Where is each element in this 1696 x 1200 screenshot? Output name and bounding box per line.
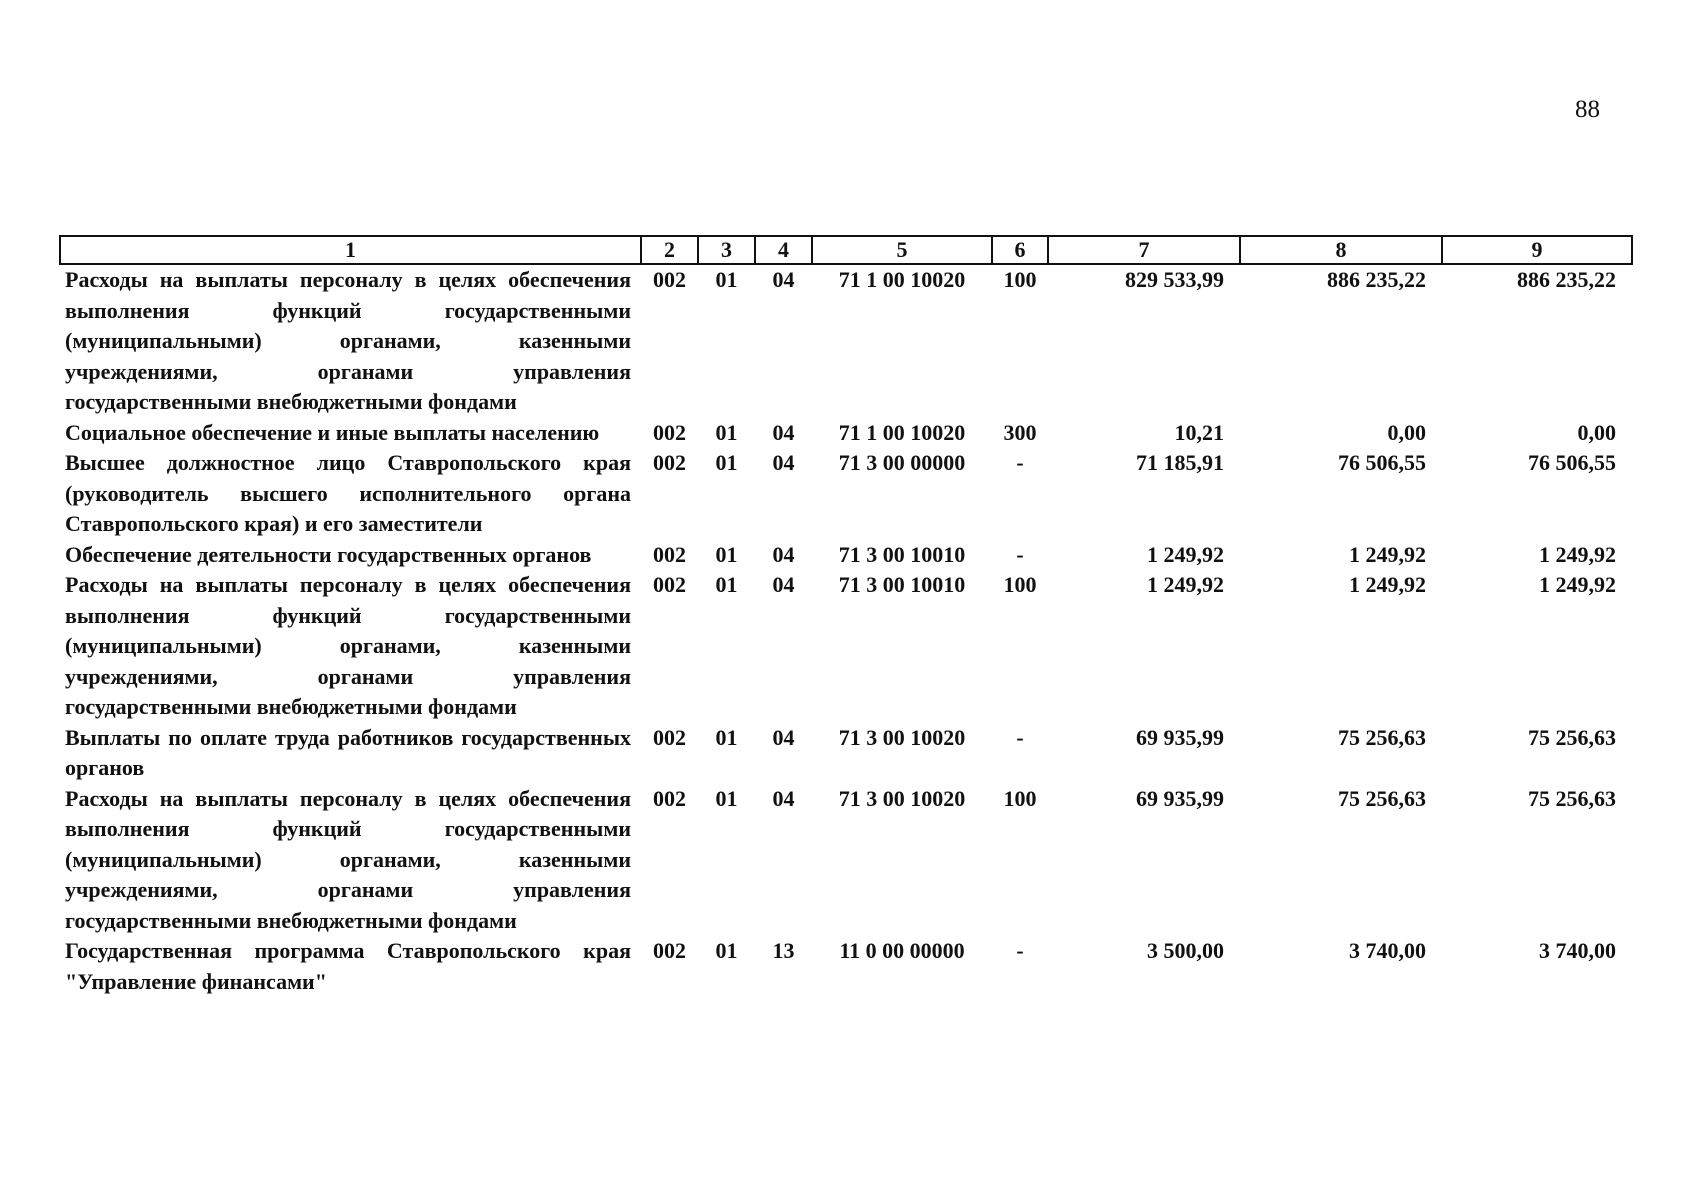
amount-col9: 75 256,63 (1528, 724, 1616, 750)
section-code: 01 (715, 267, 738, 292)
amount-col9: 886 235,22 (1517, 267, 1616, 292)
expense-name: Выплаты по оплате труда работников государственных органов (65, 724, 631, 780)
section-code: 01 (715, 785, 738, 811)
section-code: 01 (715, 450, 738, 475)
target-article-code: 71 1 00 10020 (838, 419, 966, 445)
section-code: 01 (715, 724, 738, 750)
header-cell: 1 (60, 236, 641, 264)
table-row (60, 570, 1632, 723)
amount-col7: 69 935,99 (1136, 724, 1224, 750)
amount-col7: 71 185,91 (1136, 450, 1224, 475)
table-row (60, 723, 1632, 784)
expense-name: Обеспечение деятельности государственных органов (65, 541, 592, 567)
amount-col8: 1 249,92 (1349, 572, 1426, 597)
target-article-code: 71 3 00 10020 (838, 724, 966, 750)
expense-name: Расходы на выплаты персоналу в целях обеспечения выполнения функций государственными (муниципальными) органами, казенными учреждениями, органами управления государственными внебюджетными фондами (65, 572, 631, 719)
table-header (60, 236, 1632, 264)
header-cell: 2 (641, 236, 698, 264)
expense-type-code: 100 (1003, 572, 1037, 597)
header-cell: 4 (755, 236, 812, 264)
expense-name: Высшее должностное лицо Ставропольского края (руководитель высшего исполнительного органа Ставропольского края) и его заместители (65, 450, 631, 536)
target-article-code: 71 3 00 10010 (838, 572, 966, 597)
subsection-code: 04 (772, 267, 795, 292)
amount-col9: 75 256,63 (1528, 785, 1616, 811)
target-article-code: 71 3 00 10010 (838, 541, 966, 567)
amount-col8: 1 249,92 (1349, 541, 1426, 567)
section-code: 01 (715, 541, 738, 567)
amount-col7: 829 533,99 (1125, 267, 1224, 292)
expense-type-code: - (1016, 724, 1024, 750)
expense-type-code: - (1016, 541, 1024, 567)
table-body (60, 264, 1632, 997)
expense-type-code: - (1016, 938, 1024, 963)
amount-col8: 886 235,22 (1327, 267, 1426, 292)
section-code: 01 (715, 419, 738, 445)
expense-type-code: 100 (1003, 267, 1037, 292)
header-cell: 8 (1240, 236, 1442, 264)
amount-col9: 1 249,92 (1539, 572, 1616, 597)
ministry-code: 002 (653, 785, 686, 811)
header-cell: 7 (1048, 236, 1240, 264)
target-article-code: 71 3 00 00000 (838, 450, 966, 475)
amount-col7: 10,21 (1174, 419, 1224, 445)
expense-name: Социальное обеспечение и иные выплаты населению (65, 419, 600, 445)
amount-col9: 3 740,00 (1539, 938, 1616, 963)
amount-col7: 1 249,92 (1147, 572, 1224, 597)
amount-col7: 69 935,99 (1136, 785, 1224, 811)
header-cell: 6 (992, 236, 1048, 264)
amount-col8: 75 256,63 (1338, 785, 1426, 811)
amount-col9: 76 506,55 (1528, 450, 1616, 475)
amount-col8: 3 740,00 (1349, 938, 1426, 963)
subsection-code: 04 (772, 541, 795, 567)
header-cell: 9 (1442, 236, 1632, 264)
header-cell: 5 (812, 236, 992, 264)
target-article-code: 71 1 00 10020 (838, 267, 966, 292)
expense-type-code: 100 (1003, 785, 1037, 811)
expense-type-code: 300 (1003, 419, 1037, 445)
section-code: 01 (715, 572, 738, 597)
target-article-code: 71 3 00 10020 (838, 785, 966, 811)
subsection-code: 13 (772, 938, 795, 963)
section-code: 01 (715, 938, 738, 963)
ministry-code: 002 (653, 267, 686, 292)
ministry-code: 002 (653, 724, 686, 750)
amount-col8: 0,00 (1387, 419, 1426, 445)
table-row (60, 936, 1632, 997)
table-row (60, 448, 1632, 540)
amount-col8: 75 256,63 (1338, 724, 1426, 750)
expense-name: Расходы на выплаты персоналу в целях обеспечения выполнения функций государственными (муниципальными) органами, казенными учреждениями, органами управления государственными внебюджетными фондами (65, 785, 631, 933)
header-row (60, 236, 1632, 264)
ministry-code: 002 (653, 419, 686, 445)
expense-name: Расходы на выплаты персоналу в целях обеспечения выполнения функций государственными (муниципальными) органами, казенными учреждениями, органами управления государственными внебюджетными фондами (65, 267, 631, 414)
target-article-code: 11 0 00 00000 (839, 938, 965, 963)
subsection-code: 04 (772, 419, 795, 445)
amount-col9: 1 249,92 (1539, 541, 1616, 567)
subsection-code: 04 (772, 450, 795, 475)
table-row (60, 418, 1632, 449)
ministry-code: 002 (653, 572, 686, 597)
amount-col9: 0,00 (1577, 419, 1616, 445)
amount-col8: 76 506,55 (1338, 450, 1426, 475)
amount-col7: 3 500,00 (1147, 938, 1224, 963)
table-row (60, 540, 1632, 571)
subsection-code: 04 (772, 785, 795, 811)
page-number: 88 (1575, 96, 1600, 123)
amount-col7: 1 249,92 (1147, 541, 1224, 567)
header-cell: 3 (698, 236, 755, 264)
subsection-code: 04 (772, 724, 795, 750)
table-row (60, 784, 1632, 937)
ministry-code: 002 (653, 450, 686, 475)
subsection-code: 04 (772, 572, 795, 597)
expense-name: Государственная программа Ставропольского края "Управление финансами" (65, 938, 631, 994)
expense-type-code: - (1016, 450, 1024, 475)
table-row (60, 264, 1632, 418)
ministry-code: 002 (653, 541, 686, 567)
budget-table (59, 235, 1633, 997)
ministry-code: 002 (653, 938, 686, 963)
